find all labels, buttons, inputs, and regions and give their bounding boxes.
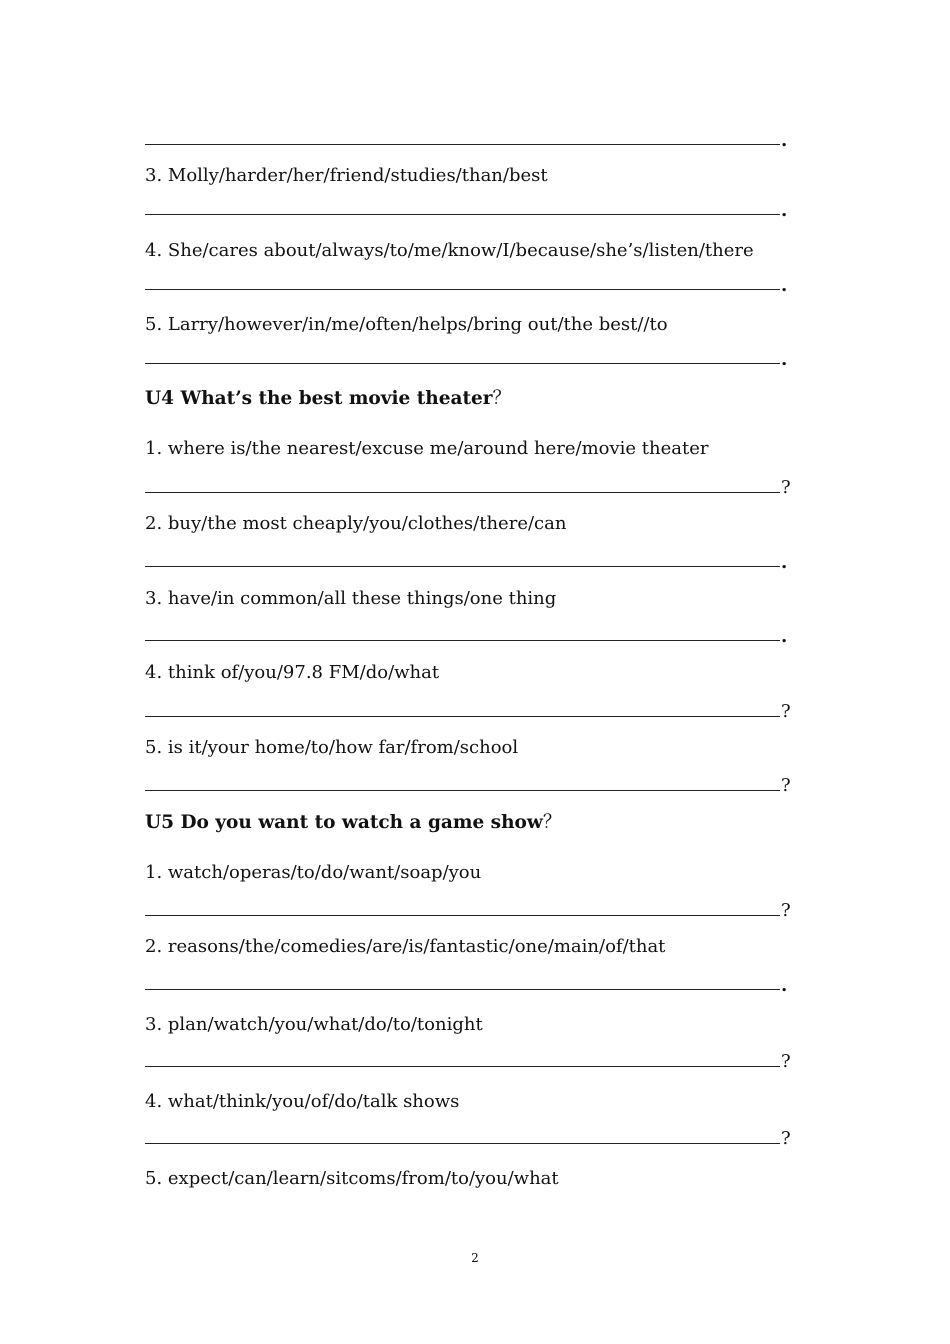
period-mark: . (781, 975, 788, 996)
period-mark: . (781, 626, 788, 647)
heading-question-mark: ？ (492, 388, 512, 409)
answer-line[interactable] (145, 790, 780, 791)
period-mark: . (781, 200, 788, 221)
question-prompt: 4. what/think/you/of/do/talk shows (145, 1091, 460, 1112)
question-prompt: 3. plan/watch/you/what/do/to/tonight (145, 1014, 483, 1035)
question-prompt: 2. reasons/the/comedies/are/is/fantastic/one/main/of/that (145, 936, 666, 957)
question-prompt: 1. where is/the nearest/excuse me/around here/movie theater (145, 438, 709, 459)
answer-line[interactable] (145, 363, 780, 364)
unit-heading (145, 388, 511, 410)
heading-question-mark: ？ (542, 812, 562, 833)
question-mark: ? (781, 701, 791, 722)
period-mark: . (781, 552, 788, 573)
answer-line[interactable] (145, 214, 780, 215)
question-prompt: 3. have/in common/all these things/one thing (145, 588, 557, 609)
question-mark: ? (781, 1051, 791, 1072)
period-mark: . (781, 275, 788, 296)
answer-line[interactable] (145, 915, 780, 916)
answer-line[interactable] (145, 144, 780, 145)
question-prompt: 1. watch/operas/to/do/want/soap/you (145, 862, 482, 883)
answer-line[interactable] (145, 640, 780, 641)
page-number: 2 (471, 1251, 479, 1265)
answer-line[interactable] (145, 1143, 780, 1144)
question-prompt: 2. buy/the most cheaply/you/clothes/there/can (145, 513, 567, 534)
question-prompt: 4. think of/you/97.8 FM/do/what (145, 662, 440, 683)
answer-line[interactable] (145, 566, 780, 567)
question-prompt: 3. Molly/harder/her/friend/studies/than/best (145, 165, 548, 186)
question-prompt: 4. She/cares about/always/to/me/know/I/because/she’s/listen/there (145, 240, 754, 261)
question-prompt: 5. is it/your home/to/how far/from/school (145, 737, 519, 758)
answer-line[interactable] (145, 289, 780, 290)
unit-title: U5 Do you want to watch a game show (145, 812, 543, 833)
answer-line[interactable] (145, 1066, 780, 1067)
question-mark: ? (781, 477, 791, 498)
unit-heading (145, 812, 561, 834)
answer-line[interactable] (145, 716, 780, 717)
question-mark: ? (781, 775, 791, 796)
period-mark: . (781, 130, 788, 151)
question-mark: ? (781, 900, 791, 921)
answer-line[interactable] (145, 989, 780, 990)
question-mark: ? (781, 1128, 791, 1149)
period-mark: . (781, 349, 788, 370)
question-prompt: 5. expect/can/learn/sitcoms/from/to/you/what (145, 1168, 559, 1189)
unit-title: U4 What’s the best movie theater (145, 388, 493, 409)
question-prompt: 5. Larry/however/in/me/often/helps/bring out/the best//to (145, 314, 668, 335)
answer-line[interactable] (145, 492, 780, 493)
